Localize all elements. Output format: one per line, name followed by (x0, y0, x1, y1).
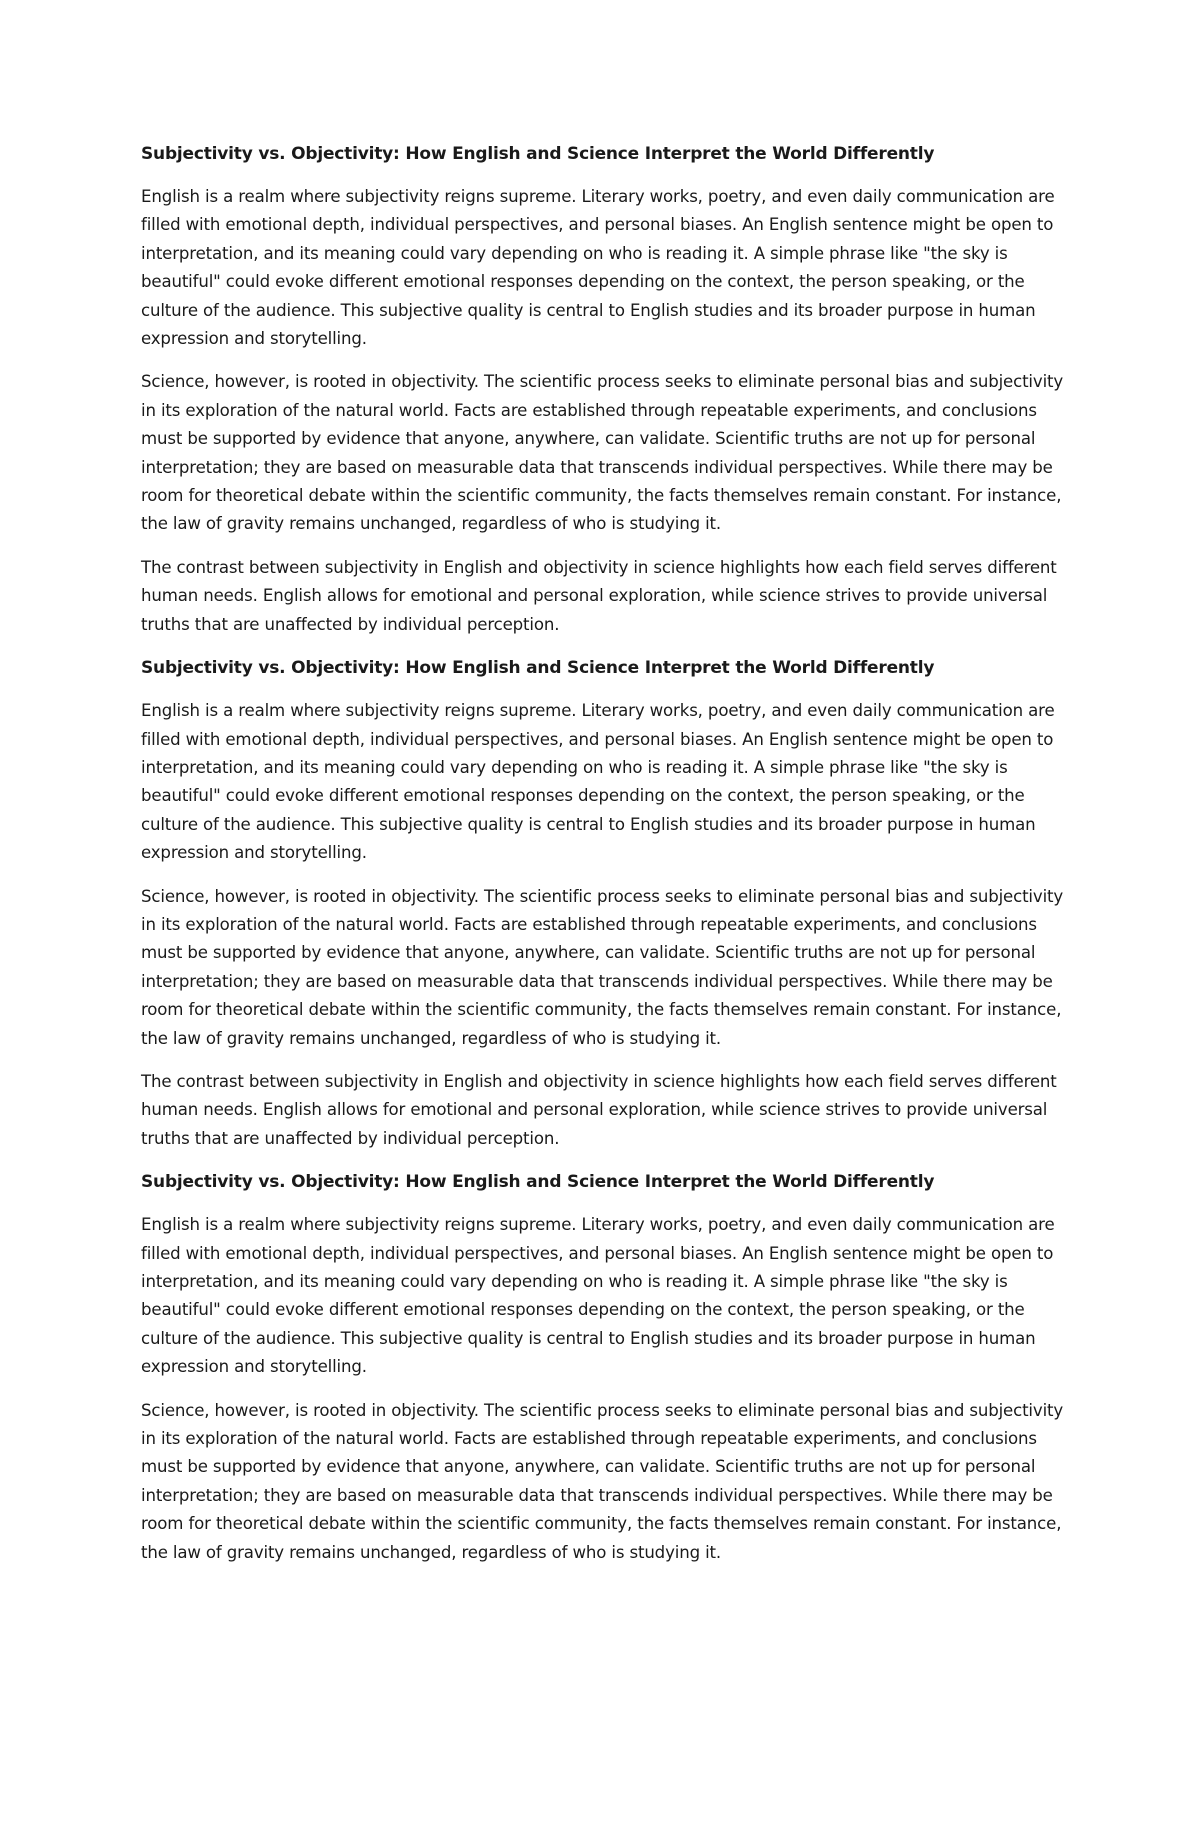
paragraph: English is a realm where subjectivity reigns supreme. Literary works, poetry, and even daily communication are filled with emotional depth, individual perspectives, and personal biases. An English sentence might be open to interpretation, and its meaning could vary depending on who is reading it. A simple phrase like "the sky is beautiful" could evoke different emotional responses depending on the context, the person speaking, or the culture of the audience. This subjective quality is central to English studies and its broader purpose in human expression and storytelling. (141, 701, 1055, 863)
document-section (141, 1168, 1066, 1567)
paragraph: The contrast between subjectivity in English and objectivity in science highlights how each field serves different human needs. English allows for emotional and personal exploration, while science strives to provide universal truths that are unaffected by individual perception. (141, 557, 1057, 634)
paragraph: English is a realm where subjectivity reigns supreme. Literary works, poetry, and even daily communication are filled with emotional depth, individual perspectives, and personal biases. An English sentence might be open to interpretation, and its meaning could vary depending on who is reading it. A simple phrase like "the sky is beautiful" could evoke different emotional responses depending on the context, the person speaking, or the culture of the audience. This subjective quality is central to English studies and its broader purpose in human expression and storytelling. (141, 1215, 1055, 1377)
section-heading: Subjectivity vs. Objectivity: How English and Science Interpret the World Differently (141, 144, 935, 164)
paragraph: The contrast between subjectivity in English and objectivity in science highlights how each field serves different human needs. English allows for emotional and personal exploration, while science strives to provide universal truths that are unaffected by individual perception. (141, 1071, 1057, 1148)
paragraph: English is a realm where subjectivity reigns supreme. Literary works, poetry, and even daily communication are filled with emotional depth, individual perspectives, and personal biases. An English sentence might be open to interpretation, and its meaning could vary depending on who is reading it. A simple phrase like "the sky is beautiful" could evoke different emotional responses depending on the context, the person speaking, or the culture of the audience. This subjective quality is central to English studies and its broader purpose in human expression and storytelling. (141, 187, 1055, 349)
document-section (141, 140, 1066, 639)
paragraph: Science, however, is rooted in objectivity. The scientific process seeks to eliminate personal bias and subjectivity in its exploration of the natural world. Facts are established through repeatable experiments, and conclusions must be supported by evidence that anyone, anywhere, can validate. Scientific truths are not up for personal interpretation; they are based on measurable data that transcends individual perspectives. While there may be room for theoretical debate within the scientific community, the facts themselves remain constant. For instance, the law of gravity remains unchanged, regardless of who is studying it. (141, 1400, 1064, 1562)
document-section (141, 654, 1066, 1153)
section-heading: Subjectivity vs. Objectivity: How English and Science Interpret the World Differently (141, 1172, 935, 1193)
section-heading: Subjectivity vs. Objectivity: How English and Science Interpret the World Differently (141, 658, 935, 679)
paragraph: Science, however, is rooted in objectivity. The scientific process seeks to eliminate personal bias and subjectivity in its exploration of the natural world. Facts are established through repeatable experiments, and conclusions must be supported by evidence that anyone, anywhere, can validate. Scientific truths are not up for personal interpretation; they are based on measurable data that transcends individual perspectives. While there may be room for theoretical debate within the scientific community, the facts themselves remain constant. For instance, the law of gravity remains unchanged, regardless of who is studying it. (141, 886, 1064, 1048)
document-page (141, 140, 1066, 1582)
paragraph: Science, however, is rooted in objectivity. The scientific process seeks to eliminate personal bias and subjectivity in its exploration of the natural world. Facts are established through repeatable experiments, and conclusions must be supported by evidence that anyone, anywhere, can validate. Scientific truths are not up for personal interpretation; they are based on measurable data that transcends individual perspectives. While there may be room for theoretical debate within the scientific community, the facts themselves remain constant. For instance, the law of gravity remains unchanged, regardless of who is studying it. (141, 372, 1064, 534)
